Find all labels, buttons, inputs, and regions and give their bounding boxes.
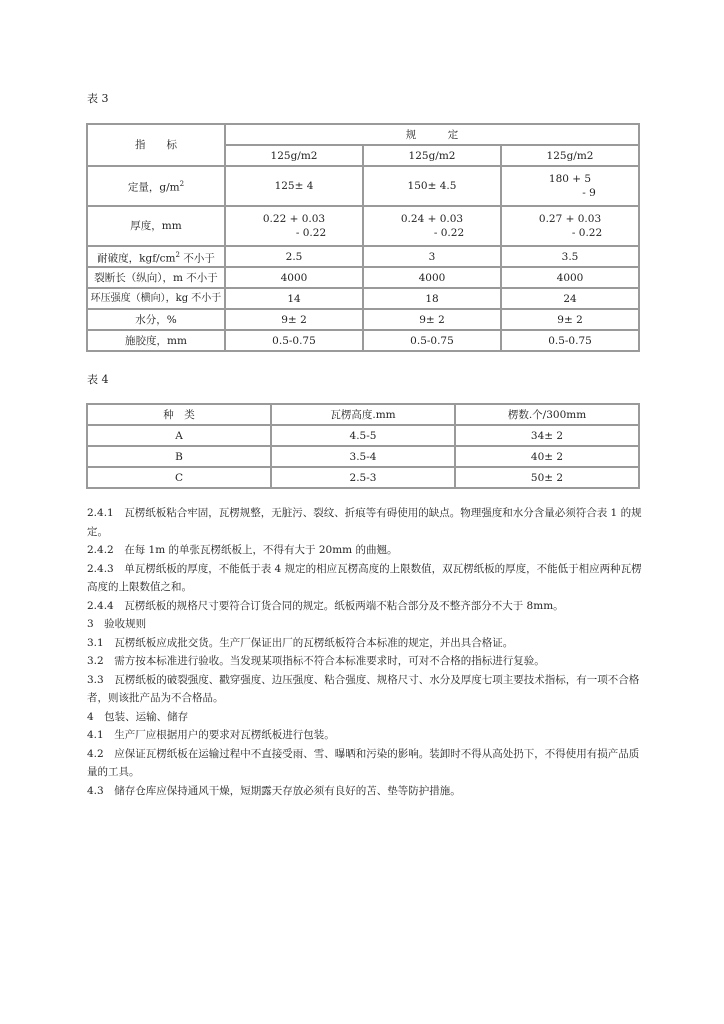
table3-cell: 0.27 + 0.03 - 0.22 [501, 206, 639, 246]
table3-cell: 2.5 [225, 246, 363, 267]
clause-2-4-2: 2.4.2 在每 1m 的单张瓦楞纸板上，不得有大于 20mm 的曲翘。 [87, 544, 398, 556]
table3-cell: 0.22 + 0.03 - 0.22 [225, 206, 363, 246]
table4-cell: B [87, 446, 271, 467]
table3-cell: 0.24 + 0.03 - 0.22 [363, 206, 501, 246]
table4-header: 瓦楞高度.mm [271, 404, 455, 425]
table3-cell: 9± 2 [225, 309, 363, 330]
table3-row-label: 施胶度，mm [87, 330, 225, 351]
table3-cell: 3 [363, 246, 501, 267]
clause-4-3: 4.3 储存仓库应保持通风干燥，短期露天存放必须有良好的苫、垫等防护措施。 [87, 784, 461, 797]
table3-cell: 180 + 5 - 9 [501, 166, 639, 206]
table3-cell: 4000 [225, 267, 363, 288]
clause-4-2: 4.2 应保证瓦楞纸板在运输过程中不直接受雨、雪、曝晒和污染的影响。装卸时不得从高处扔下，不得使用有损产品质量的工具。 [87, 747, 640, 778]
table3-cell: 4000 [363, 267, 501, 288]
table3-cell: 9± 2 [501, 309, 639, 330]
table3-row-label: 裂断长（纵向），m 不小于 [87, 267, 225, 288]
table3-grade: 125g/m2 [363, 145, 501, 166]
clause-3-1: 3.1 瓦楞纸板应成批交货。生产厂保证出厂的瓦楞纸板符合本标准的规定，并出具合格证。 [87, 636, 514, 649]
table3-header-index: 指 标 [87, 124, 225, 166]
table3-cell: 150± 4.5 [363, 166, 501, 206]
section-3-heading: 3 验收规则 [87, 618, 147, 630]
table3-caption: 表 3 [87, 92, 109, 105]
table3-cell: 3.5 [501, 246, 639, 267]
table3-header-spec: 规 定 [225, 124, 639, 145]
table-row [87, 425, 639, 446]
table4-cell: A [87, 425, 271, 446]
table4-cell: C [87, 467, 271, 488]
table4 [86, 403, 640, 489]
table3-cell: 18 [363, 288, 501, 309]
table4-cell: 2.5-3 [271, 467, 455, 488]
table3-cell: 24 [501, 288, 639, 309]
table3-cell: 14 [225, 288, 363, 309]
table4-caption: 表 4 [87, 373, 109, 386]
table4-cell: 40± 2 [455, 446, 639, 467]
table4-cell: 4.5-5 [271, 425, 455, 446]
clause-2-4-4: 2.4.4 瓦楞纸板的规格尺寸要符合订货合同的规定。纸板两端不粘合部分及不整齐部分不大于 8mm。 [87, 599, 564, 612]
body-text [87, 504, 643, 800]
table3-row-label: 耐破度，kgf/$cm^2$ 不小于 [87, 246, 225, 267]
table-row [87, 246, 639, 267]
clause-4-1: 4.1 生产厂应根据用户的要求对瓦楞纸板进行包装。 [87, 729, 335, 741]
clause-2-4-3: 2.4.3 单瓦楞纸板的厚度，不能低于表 4 规定的相应瓦楞高度的上限数值，双瓦楞纸板的厚度，不能低于相应两种瓦楞高度的上限数值之和。 [87, 562, 642, 593]
table-row [87, 446, 639, 467]
section-4-heading: 4 包装、运输、储存 [87, 710, 189, 723]
table-header-row [87, 404, 639, 425]
table-row [87, 330, 639, 351]
table4-cell: 34± 2 [455, 425, 639, 446]
table3-cell: 125± 4 [225, 166, 363, 206]
table3-row-label: 厚度，mm [87, 206, 225, 246]
clause-3-2: 3.2 需方按本标准进行验收。当发现某项指标不符合本标准要求时，可对不合格的指标进行复验。 [87, 655, 545, 667]
table-row [87, 206, 639, 246]
table4-cell: 50± 2 [455, 467, 639, 488]
table4-cell: 3.5-4 [271, 446, 455, 467]
table-row [87, 288, 639, 309]
clause-2-4-1: 2.4.1 瓦楞纸板粘合牢固，瓦楞规整，无脏污、裂纹、折痕等有碍使用的缺点。物理强度和水分含量必须符合表 1 的规定。 [87, 507, 642, 538]
table3-grade: 125g/m2 [501, 145, 639, 166]
table3-row-label: 水分，% [87, 309, 225, 330]
table3 [86, 123, 640, 352]
table-row [87, 467, 639, 488]
table3-grade: 125g/m2 [225, 145, 363, 166]
clause-3-3: 3.3 瓦楞纸板的破裂强度、戳穿强度、边压强度、粘合强度、规格尺寸、水分及厚度七项主要技术指标，有一项不合格者，则该批产品为不合格品。 [87, 673, 640, 704]
table4-header: 楞数.个/300mm [455, 404, 639, 425]
table3-cell: 9± 2 [363, 309, 501, 330]
table3-row-label: 环压强度（横向），kg 不小于 [87, 288, 225, 309]
table3-cell: 0.5-0.75 [501, 330, 639, 351]
table-row [87, 309, 639, 330]
table4-header: 种 类 [87, 404, 271, 425]
table3-row-label: 定量，$g/m^2$ [87, 166, 225, 206]
table-row [87, 166, 639, 206]
table3-cell: 0.5-0.75 [363, 330, 501, 351]
table3-cell: 4000 [501, 267, 639, 288]
table-row [87, 267, 639, 288]
table3-cell: 0.5-0.75 [225, 330, 363, 351]
